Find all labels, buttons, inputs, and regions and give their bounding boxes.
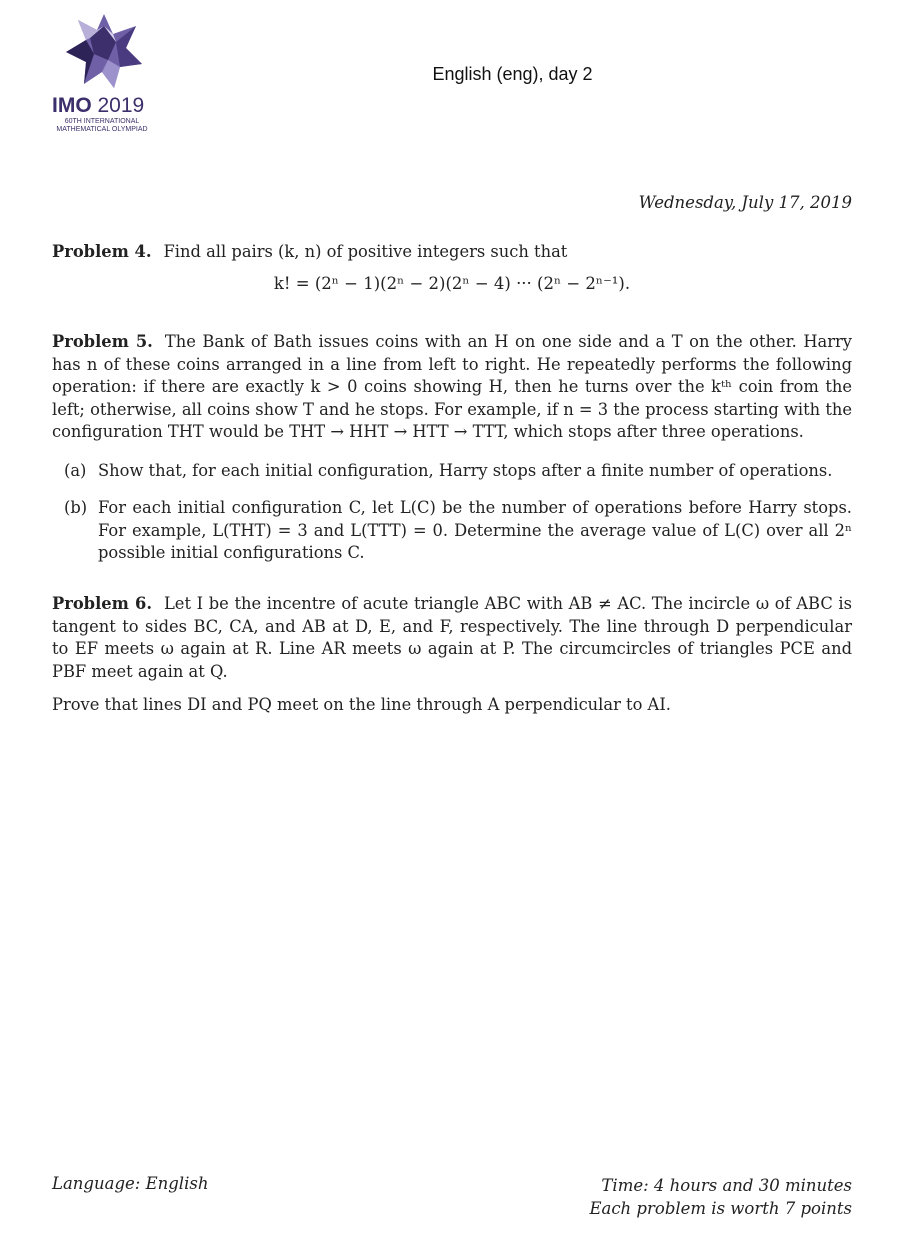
footer-points: Each problem is worth 7 points bbox=[589, 1199, 852, 1218]
problem-4-title: Problem 4. bbox=[52, 242, 152, 261]
problem-5-part-b: (b) For each initial configuration C, let L(C) be the number of operations before Harry stops. For example, L(THT) = 3 and L(TTT) = 0. Determine the average value of L(C) over all 2ⁿ possible initial configurations C. bbox=[64, 498, 852, 562]
exam-date: Wednesday, July 17, 2019 bbox=[638, 193, 852, 212]
footer-time: Time: 4 hours and 30 minutes bbox=[601, 1176, 852, 1195]
problem-5-title: Problem 5. bbox=[52, 332, 153, 351]
problem-6-text-2: Prove that lines DI and PQ meet on the line through A perpendicular to AI. bbox=[52, 695, 671, 714]
problem-6 bbox=[52, 593, 852, 717]
problem-4-equation: k! = (2ⁿ − 1)(2ⁿ − 2)(2ⁿ − 4) ··· (2ⁿ − 2ⁿ⁻¹). bbox=[273, 273, 631, 293]
problem-5-part-a: (a) Show that, for each initial configuration, Harry stops after a finite number of operations. bbox=[64, 460, 833, 480]
page-header: English (eng), day 2 bbox=[432, 64, 593, 84]
problem-4 bbox=[52, 241, 852, 295]
problem-4-text: Find all pairs (k, n) of positive integers such that bbox=[163, 242, 568, 261]
problem-5 bbox=[52, 331, 852, 565]
footer-language: Language: English bbox=[52, 1174, 209, 1193]
logo-subtitle: 60TH INTERNATIONAL MATHEMATICAL OLYMPIAD bbox=[56, 118, 148, 133]
problem-5-text: The Bank of Bath issues coins with an H on one side and a T on the other. Harry has n of these coins arranged in a line from left to right. He repeatedly performs the following operation: if there are exactly k > 0 coins showing H, then he turns over the kᵗʰ coin from the left; otherwise, all coins show T and he stops. For example, if n = 3 the process starting with the configuration THT would be THT → HHT → HTT → TTT, which stops after three operations. bbox=[52, 332, 852, 441]
problem-6-text: Let I be the incentre of acute triangle ABC with AB ≠ AC. The incircle ω of ABC is tangent to sides BC, CA, and AB at D, E, and F, respectively. The line through D perpendicular to EF meets ω again at R. Line AR meets ω again at P. The circumcircles of triangles PCE and PBF meet again at Q. bbox=[52, 594, 852, 681]
problem-6-title: Problem 6. bbox=[52, 594, 152, 613]
footer-info bbox=[589, 1174, 852, 1220]
logo-title: IMO 2019 bbox=[52, 94, 145, 117]
